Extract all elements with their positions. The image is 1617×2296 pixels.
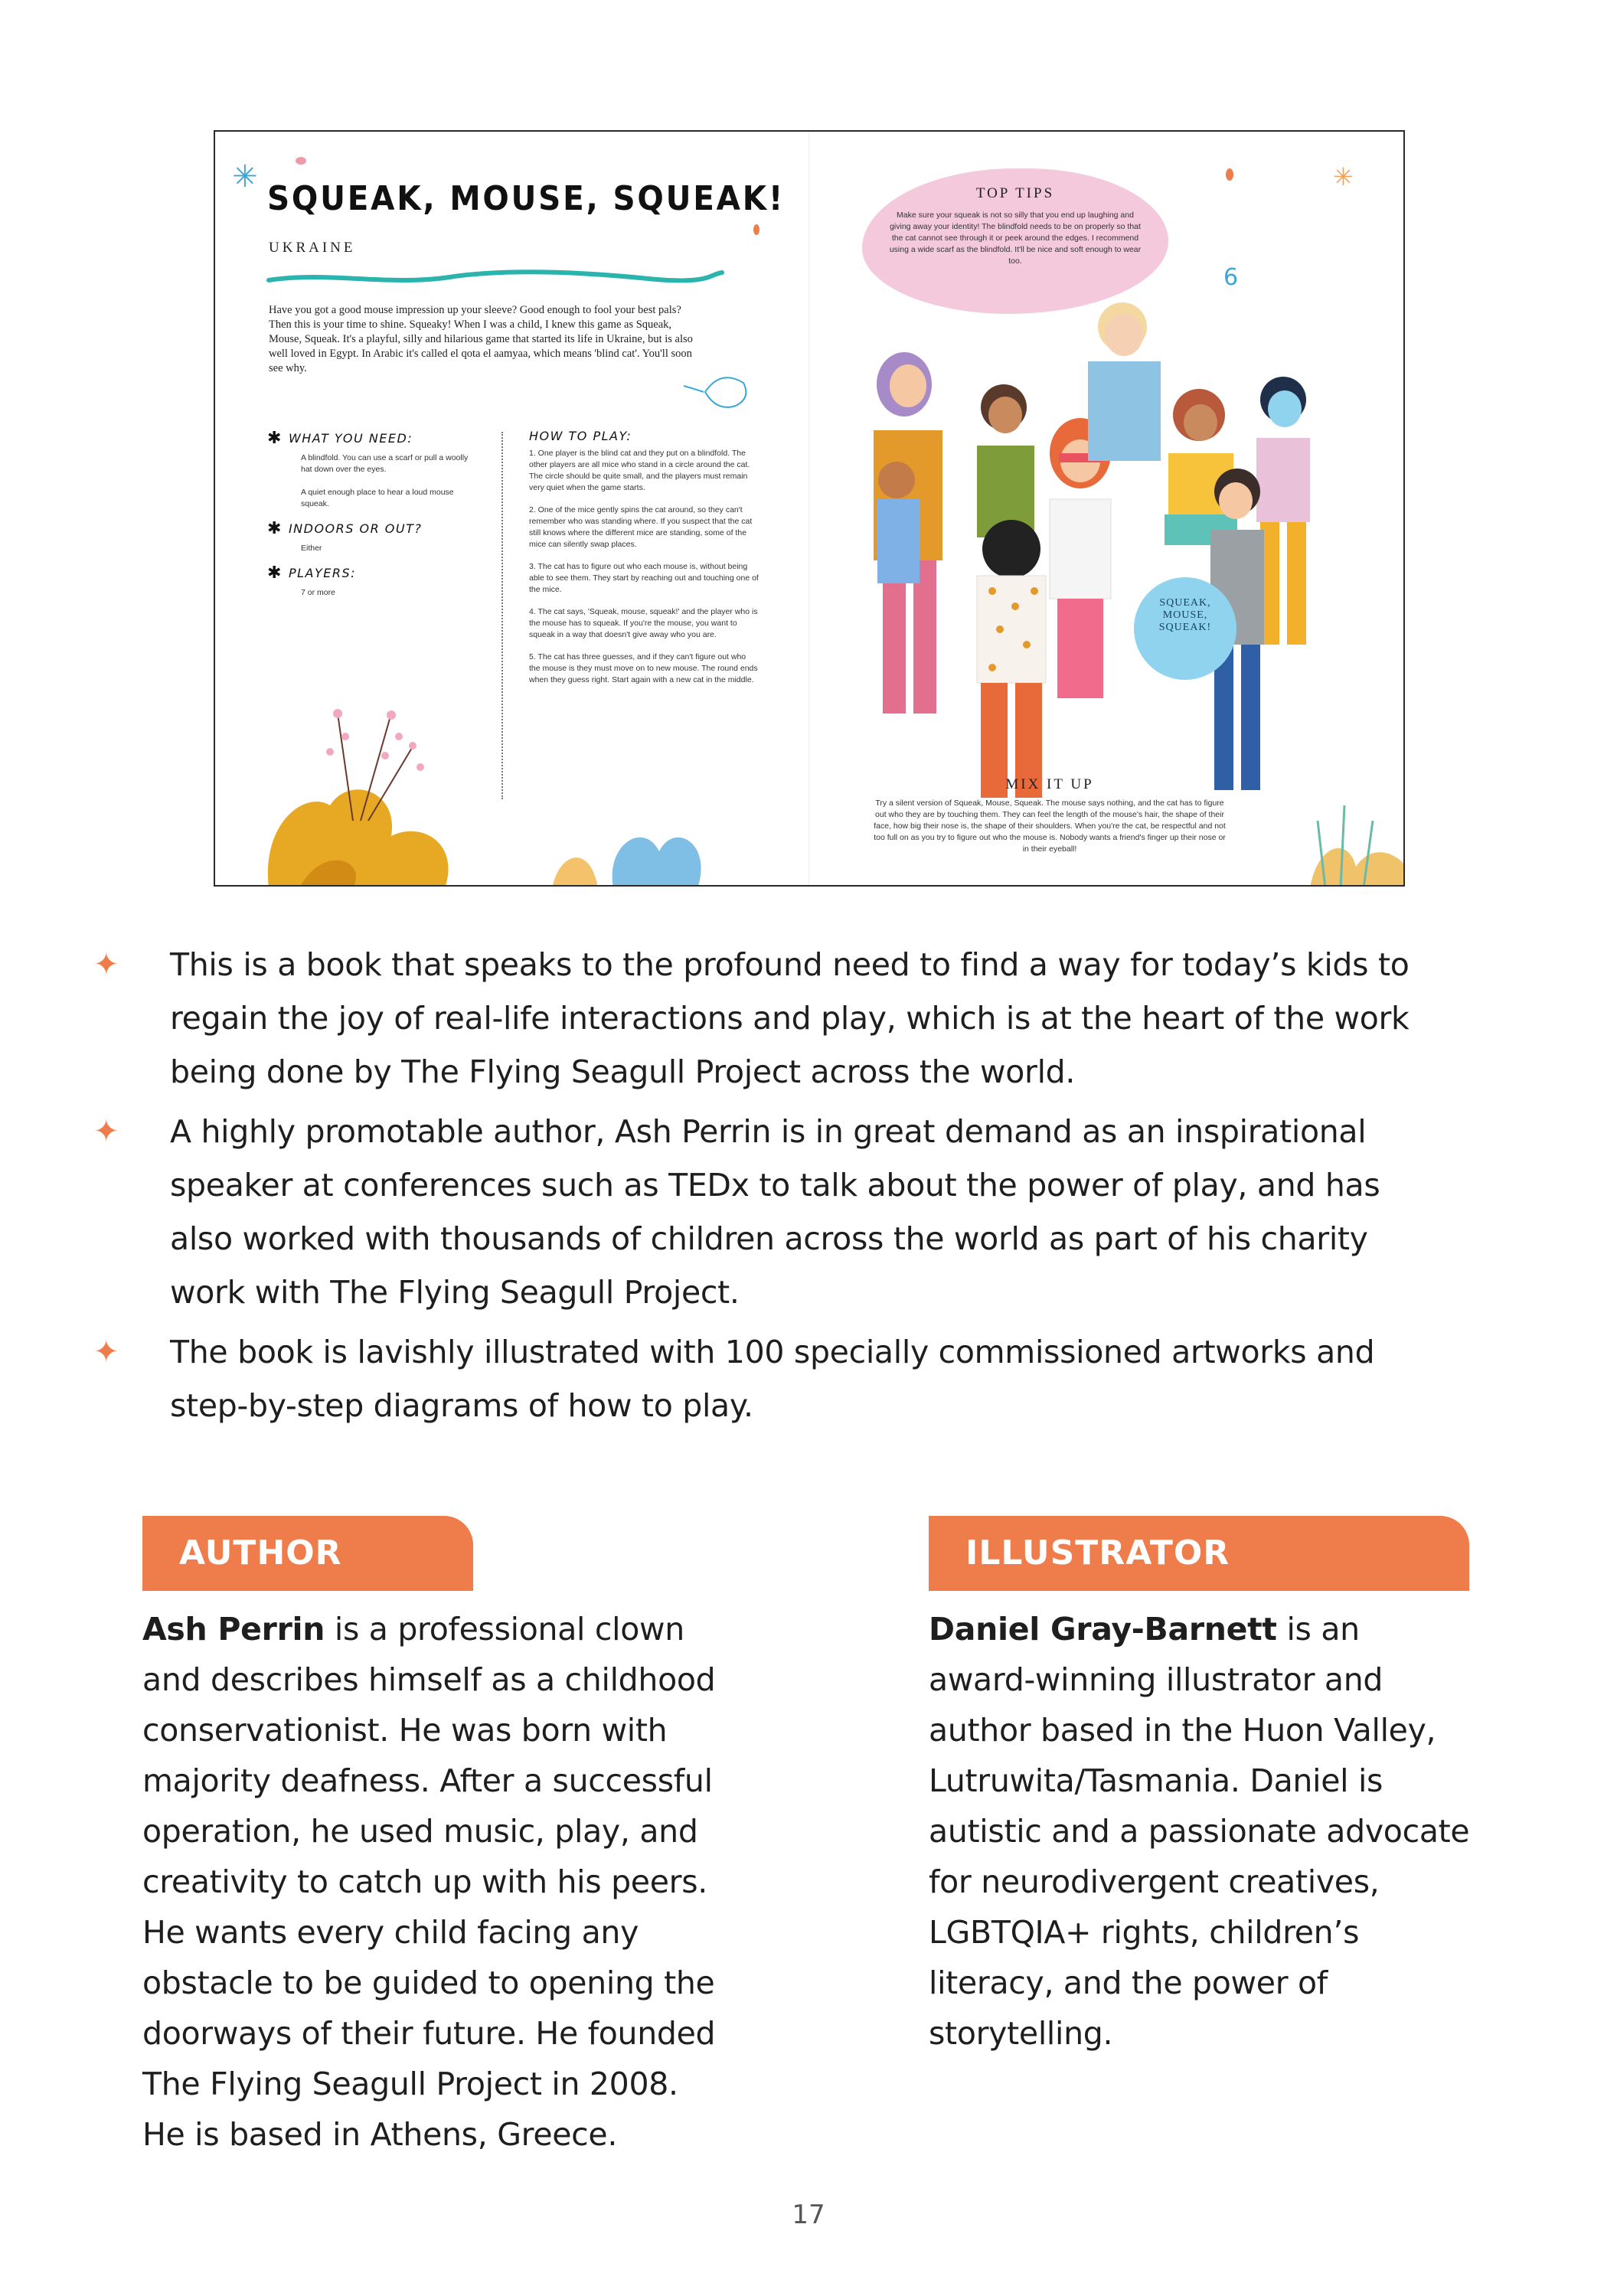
bio-line: author based in the Huon Valley,: [929, 1712, 1436, 1749]
bio-line: for neurodivergent creatives,: [929, 1863, 1380, 1900]
step-5: 5. The cat has three guesses, and if they can't figure out who the mouse is they must move on to new mouse. The round ends when they guess right. Start again with a new cat in the middle.: [529, 652, 758, 684]
spread-intro: Have you got a good mouse impression up your sleeve? Good enough to fool your best pals? Then this is your time to shine. Squeaky! When I was a child, I knew this game as Squeak, Mouse, Squeak. It's a playful, silly and hilarious game that started its life in Ukraine, but is also well loved in Egypt. In Arabic it's called el qota el aamyaa, which means 'blind cat'. You'll soon see why.: [269, 304, 693, 374]
top-tips-title: TOP TIPS: [975, 185, 1055, 201]
asterisk-icon: ✱: [267, 429, 283, 448]
bio-line: The Flying Seagull Project in 2008.: [142, 2066, 678, 2102]
bullet-line: The book is lavishly illustrated with 100 specially commissioned artworks and: [170, 1334, 1375, 1370]
need-text: A blindfold. You can use a scarf or pull a woolly hat down over the eyes. A quiet enough place to hear a loud mouse squeak.: [301, 453, 469, 508]
spread-country: UKRAINE: [269, 240, 356, 256]
illustrator-bio: [929, 1604, 1587, 2059]
four-point-star-icon: ✦: [93, 1115, 119, 1148]
author-heading: AUTHOR: [142, 1516, 473, 1591]
mix-it-up-title: MIX IT UP: [1005, 776, 1094, 792]
bullet-line: work with The Flying Seagull Project.: [170, 1274, 740, 1311]
bio-line: and describes himself as a childhood: [142, 1661, 716, 1698]
bio-line: [929, 1604, 1587, 1654]
bio-line: award-winning illustrator and: [929, 1661, 1383, 1698]
svg-text:✳: ✳: [1333, 162, 1354, 191]
list-item: [90, 1105, 1530, 1319]
svg-text:✳: ✳: [232, 159, 258, 194]
indoors-heading: [267, 519, 474, 538]
bio-line-rest: is a professional clown: [325, 1611, 684, 1648]
selling-points-list: [90, 938, 1530, 1439]
indoors-text: Either: [301, 544, 322, 553]
speech-bubble-text: SQUEAK, MOUSE, SQUEAK!: [1158, 597, 1212, 633]
bullet-text: [170, 1105, 1380, 1319]
how-heading: HOW TO PLAY:: [529, 429, 632, 443]
bio-line: Lutruwita/Tasmania. Daniel is: [929, 1762, 1383, 1799]
author-bio: [142, 1604, 831, 2160]
bio-line: conservationist. He was born with: [142, 1712, 668, 1749]
list-item: [90, 938, 1530, 1099]
players-heading-text: PLAYERS:: [288, 566, 356, 580]
step-4: 4. The cat says, 'Squeak, mouse, squeak!' and the player who is the mouse has to squeak. If you're the mouse, you want to squeak in a way that doesn't give away who you are.: [529, 607, 758, 639]
mix-it-up-text: Try a silent version of Squeak, Mouse, Squeak. The mouse says nothing, and the cat has to figure out who they are by touching them. They can feel the length of the mouse's hair, the shape of their face, how big their nose is, the shape of their shoulders. When you're the cat, be respectful and not too full on as you try to figure out who the mouse is. Nobody wants a friend's finger up their nose or in their eyeball!: [874, 799, 1226, 854]
four-point-star-icon: ✦: [93, 948, 119, 981]
bullet-text: [170, 1325, 1374, 1432]
bio-line-rest: is an: [1276, 1611, 1360, 1648]
list-item: [90, 1325, 1530, 1432]
dotted-divider: [501, 432, 503, 799]
bullet-line: step-by-step diagrams of how to play.: [170, 1387, 753, 1424]
bio-line: storytelling.: [929, 2015, 1113, 2052]
spread-how-to-play: [529, 429, 759, 697]
bullet-line: speaker at conferences such as TEDx to talk about the power of play, and has: [170, 1167, 1380, 1204]
step-1: 1. One player is the blind cat and they put on a blindfold. The other players are all mice who stand in a circle around the cat. The circle should be quite small, and the players must remain very quiet when the game starts.: [529, 449, 750, 492]
step-2: 2. One of the mice gently spins the cat around, so they can't remember who was standing where. If you suspect that the cat still knows where the different mice are standing, some of the mice can silently swap places.: [529, 505, 753, 549]
teal-squiggle: [266, 263, 725, 294]
step-3: 3. The cat has to figure out who each mouse is, without being able to see them. They start by reaching out and touching one of the mice.: [529, 562, 759, 594]
bio-line: autistic and a passionate advocate: [929, 1813, 1470, 1850]
page-number: 17: [792, 2200, 825, 2230]
bullet-line: regain the joy of real-life interactions and play, which is at the heart of the work: [170, 1000, 1410, 1037]
bio-line: He wants every child facing any: [142, 1914, 639, 1951]
players-text: 7 or more: [301, 588, 335, 597]
bio-line: literacy, and the power of: [929, 1965, 1328, 2001]
illustrator-heading: ILLUSTRATOR: [929, 1516, 1469, 1591]
bio-line: operation, he used music, play, and: [142, 1813, 698, 1850]
indoors-heading-text: INDOORS OR OUT?: [288, 521, 423, 536]
bullet-text: [170, 938, 1410, 1099]
author-name: Ash Perrin: [142, 1611, 325, 1648]
spread-title: SQUEAK, MOUSE, SQUEAK!: [267, 179, 786, 218]
four-point-star-icon: ✦: [93, 1335, 119, 1369]
bullet-line: This is a book that speaks to the profound need to find a way for today’s kids to: [170, 946, 1410, 983]
book-spread-preview: [214, 130, 1405, 887]
bio-line: majority deafness. After a successful: [142, 1762, 713, 1799]
asterisk-icon: ✱: [267, 519, 283, 538]
illustrator-name: Daniel Gray-Barnett: [929, 1611, 1277, 1648]
players-heading: [267, 563, 474, 583]
bullet-line: also worked with thousands of children across the world as part of his charity: [170, 1220, 1368, 1257]
asterisk-icon: ✱: [267, 563, 283, 583]
bullet-line: A highly promotable author, Ash Perrin is in great demand as an inspirational: [170, 1113, 1367, 1150]
svg-text:6: 6: [1223, 264, 1239, 291]
bio-line: He is based in Athens, Greece.: [142, 2116, 618, 2153]
bio-line: [142, 1604, 831, 1654]
need-heading: [267, 429, 474, 448]
top-tips-text: Make sure your squeak is not so silly that you end up laughing and giving away your identity! The blindfold needs to be on properly so that the cat cannot see through it or peek around the edges. I recommend using a wide scarf as the blindfold. It'll be nice and soft enough to wear too.: [889, 211, 1142, 266]
need-heading-text: WHAT YOU NEED:: [288, 431, 413, 446]
spread-requirements: [267, 429, 474, 608]
bullet-line: being done by The Flying Seagull Project across the world.: [170, 1053, 1076, 1090]
bio-line: obstacle to be guided to opening the: [142, 1965, 715, 2001]
bio-line: LGBTQIA+ rights, children’s: [929, 1914, 1360, 1951]
bio-line: creativity to catch up with his peers.: [142, 1863, 707, 1900]
bio-line: doorways of their future. He founded: [142, 2015, 716, 2052]
